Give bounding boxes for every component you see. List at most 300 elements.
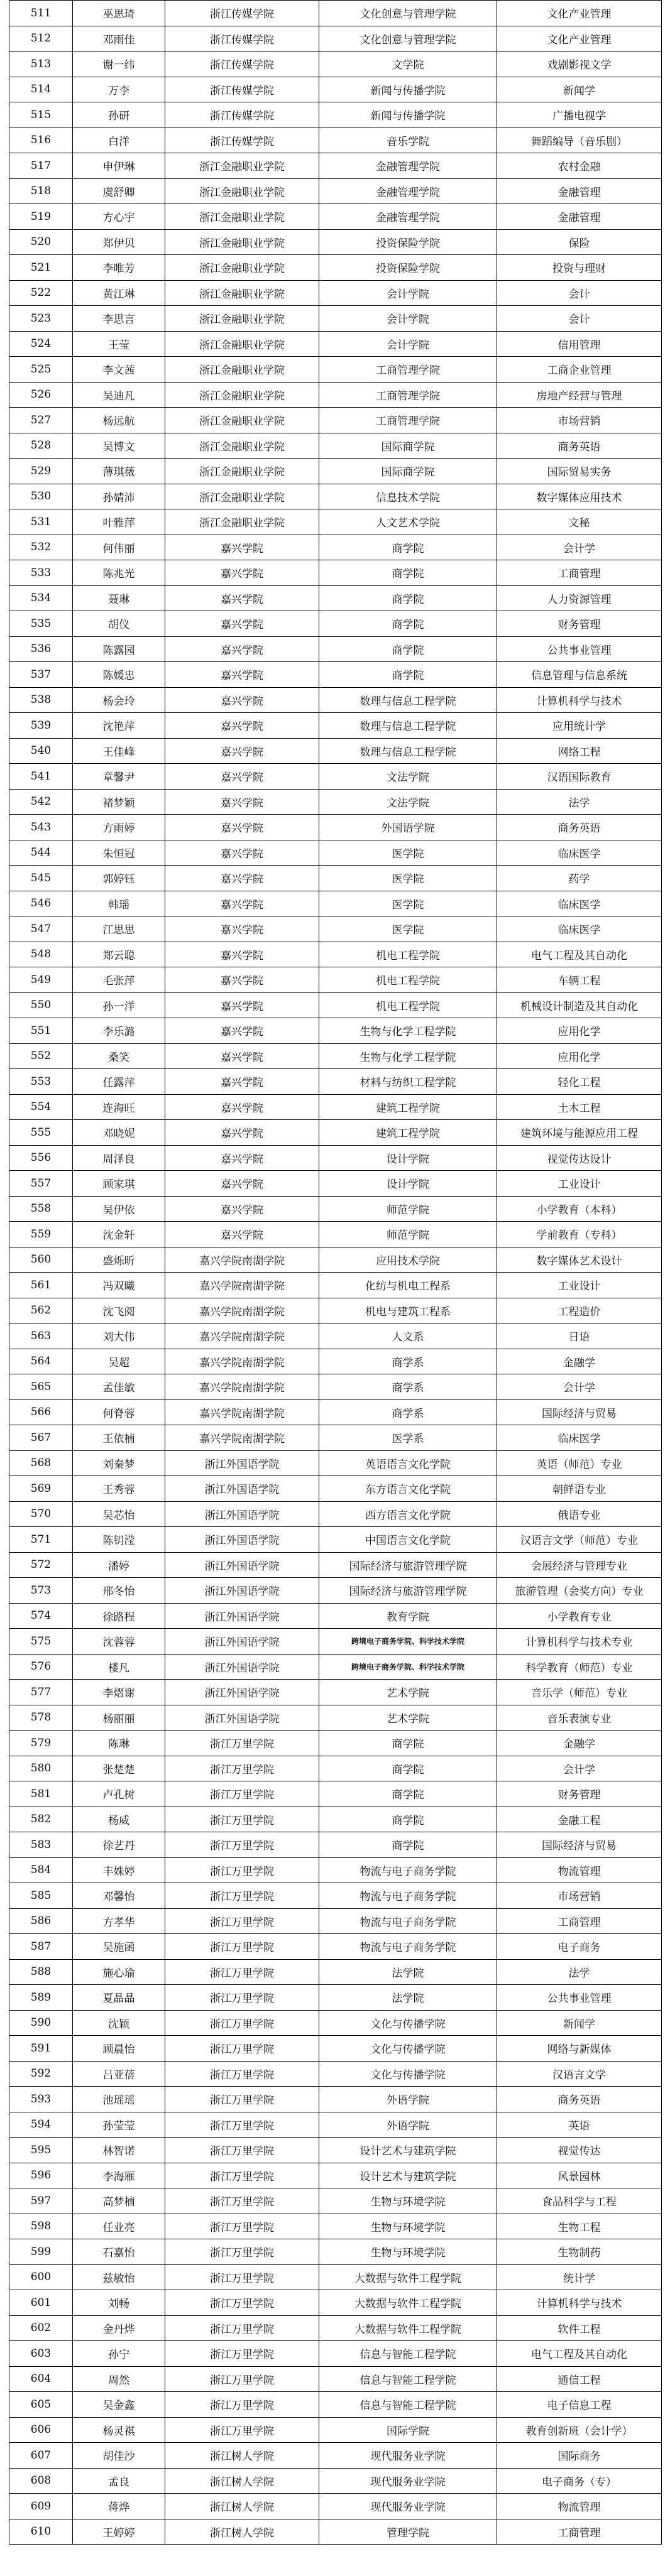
student-name-cell: 何伟丽 bbox=[73, 535, 165, 560]
row-number-cell: 515 bbox=[9, 102, 73, 128]
table-row bbox=[9, 891, 662, 916]
university-cell: 浙江金融职业学院 bbox=[165, 484, 319, 509]
major-cell: 会计学 bbox=[497, 1756, 662, 1781]
major-cell: 农村金融 bbox=[497, 153, 662, 179]
department-cell: 现代服务业学院 bbox=[319, 2468, 497, 2494]
row-number-cell: 520 bbox=[9, 229, 73, 255]
table-row bbox=[9, 2239, 662, 2265]
university-cell: 浙江树人学院 bbox=[165, 2468, 319, 2494]
university-cell: 浙江万里学院 bbox=[165, 1908, 319, 1934]
department-cell: 商学院 bbox=[319, 1832, 497, 1858]
university-cell: 嘉兴学院 bbox=[165, 560, 319, 586]
student-name-cell: 郭婷钰 bbox=[73, 866, 165, 891]
major-cell: 车辆工程 bbox=[497, 967, 662, 993]
major-cell: 数字媒体应用技术 bbox=[497, 484, 662, 509]
department-cell: 设计学院 bbox=[319, 1145, 497, 1171]
department-cell: 文化与传播学院 bbox=[319, 2010, 497, 2036]
department-cell: 管理学院 bbox=[319, 2519, 497, 2545]
department-cell: 商学院 bbox=[319, 636, 497, 662]
major-cell: 风景园林 bbox=[497, 2163, 662, 2188]
major-cell: 临床医学 bbox=[497, 916, 662, 942]
row-number-cell: 574 bbox=[9, 1603, 73, 1629]
university-cell: 嘉兴学院南湖学院 bbox=[165, 1374, 319, 1400]
department-cell: 文化创意与管理学院 bbox=[319, 26, 497, 52]
student-name-cell: 陈媛忠 bbox=[73, 662, 165, 688]
row-number-cell: 533 bbox=[9, 560, 73, 586]
major-cell: 视觉传达 bbox=[497, 2138, 662, 2163]
student-name-cell: 聂琳 bbox=[73, 585, 165, 611]
major-cell: 公共事业管理 bbox=[497, 636, 662, 662]
department-cell: 跨境电子商务学院、科学技术学院 bbox=[319, 1654, 497, 1680]
university-cell: 浙江传媒学院 bbox=[165, 102, 319, 128]
department-cell: 英语语言文化学院 bbox=[319, 1450, 497, 1476]
major-cell: 电气工程及其自动化 bbox=[497, 2341, 662, 2367]
university-cell: 浙江金融职业学院 bbox=[165, 382, 319, 408]
major-cell: 广播电视学 bbox=[497, 102, 662, 128]
row-number-cell: 541 bbox=[9, 764, 73, 790]
major-cell: 舞蹈编导（音乐剧） bbox=[497, 128, 662, 153]
major-cell: 音乐表演专业 bbox=[497, 1705, 662, 1731]
row-number-cell: 601 bbox=[9, 2290, 73, 2316]
university-cell: 浙江外国语学院 bbox=[165, 1476, 319, 1502]
row-number-cell: 529 bbox=[9, 459, 73, 484]
row-number-cell: 528 bbox=[9, 433, 73, 459]
department-cell: 工商管理学院 bbox=[319, 357, 497, 383]
table-row bbox=[9, 1629, 662, 1655]
row-number-cell: 549 bbox=[9, 967, 73, 993]
row-number-cell: 546 bbox=[9, 891, 73, 916]
table-row bbox=[9, 866, 662, 891]
major-cell: 汉语国际教育 bbox=[497, 764, 662, 790]
department-cell: 西方语言文化学院 bbox=[319, 1501, 497, 1527]
department-cell: 金融管理学院 bbox=[319, 204, 497, 230]
university-cell: 浙江传媒学院 bbox=[165, 128, 319, 153]
student-name-cell: 吴伊依 bbox=[73, 1196, 165, 1222]
table-row bbox=[9, 1680, 662, 1705]
student-name-cell: 吴超 bbox=[73, 1349, 165, 1374]
table-row bbox=[9, 484, 662, 509]
row-number-cell: 587 bbox=[9, 1934, 73, 1960]
student-name-cell: 邢冬怡 bbox=[73, 1578, 165, 1604]
row-number-cell: 561 bbox=[9, 1273, 73, 1298]
row-number-cell: 592 bbox=[9, 2061, 73, 2087]
student-name-cell: 楼凡 bbox=[73, 1654, 165, 1680]
student-name-cell: 胡佳沙 bbox=[73, 2443, 165, 2469]
student-name-cell: 陈钥滢 bbox=[73, 1527, 165, 1553]
major-cell: 通信工程 bbox=[497, 2366, 662, 2392]
student-name-cell: 李乐潞 bbox=[73, 1018, 165, 1044]
row-number-cell: 552 bbox=[9, 1043, 73, 1069]
department-cell: 商学院 bbox=[319, 1756, 497, 1781]
major-cell: 朝鲜语专业 bbox=[497, 1476, 662, 1502]
university-cell: 浙江金融职业学院 bbox=[165, 153, 319, 179]
row-number-cell: 596 bbox=[9, 2163, 73, 2188]
row-number-cell: 581 bbox=[9, 1781, 73, 1807]
student-name-cell: 陈兆光 bbox=[73, 560, 165, 586]
department-cell: 生物与化学工程学院 bbox=[319, 1043, 497, 1069]
major-cell: 计算机科学与技术专业 bbox=[497, 1629, 662, 1655]
department-cell: 跨境电子商务学院、科学技术学院 bbox=[319, 1629, 497, 1655]
major-cell: 食品科学与工程 bbox=[497, 2188, 662, 2214]
table-row bbox=[9, 764, 662, 790]
table-row bbox=[9, 992, 662, 1018]
university-cell: 嘉兴学院南湖学院 bbox=[165, 1273, 319, 1298]
university-cell: 嘉兴学院 bbox=[165, 687, 319, 713]
university-cell: 嘉兴学院南湖学院 bbox=[165, 1425, 319, 1451]
row-number-cell: 532 bbox=[9, 535, 73, 560]
student-name-cell: 金丹烨 bbox=[73, 2315, 165, 2341]
row-number-cell: 551 bbox=[9, 1018, 73, 1044]
department-cell: 商学院 bbox=[319, 535, 497, 560]
department-cell: 文法学院 bbox=[319, 789, 497, 815]
student-name-cell: 郑伊贝 bbox=[73, 229, 165, 255]
table-row bbox=[9, 1883, 662, 1909]
table-row bbox=[9, 738, 662, 764]
row-number-cell: 527 bbox=[9, 408, 73, 433]
university-cell: 浙江万里学院 bbox=[165, 2112, 319, 2138]
university-cell: 浙江外国语学院 bbox=[165, 1654, 319, 1680]
row-number-cell: 589 bbox=[9, 1985, 73, 2011]
university-cell: 嘉兴学院 bbox=[165, 789, 319, 815]
row-number-cell: 608 bbox=[9, 2468, 73, 2494]
table-row bbox=[9, 459, 662, 484]
university-cell: 浙江万里学院 bbox=[165, 1934, 319, 1960]
university-cell: 浙江万里学院 bbox=[165, 2010, 319, 2036]
major-cell: 临床医学 bbox=[497, 891, 662, 916]
student-name-cell: 孙研 bbox=[73, 102, 165, 128]
table-row bbox=[9, 2010, 662, 2036]
major-cell: 电子商务（专） bbox=[497, 2468, 662, 2494]
department-cell: 投资保险学院 bbox=[319, 229, 497, 255]
department-cell: 数理与信息工程学院 bbox=[319, 738, 497, 764]
row-number-cell: 602 bbox=[9, 2315, 73, 2341]
university-cell: 嘉兴学院 bbox=[165, 738, 319, 764]
major-cell: 网络与新媒体 bbox=[497, 2036, 662, 2062]
table-row bbox=[9, 331, 662, 357]
student-name-cell: 邓馨怡 bbox=[73, 1883, 165, 1909]
major-cell: 物流管理 bbox=[497, 2494, 662, 2519]
student-name-cell: 陈露园 bbox=[73, 636, 165, 662]
student-name-cell: 孙宁 bbox=[73, 2341, 165, 2367]
row-number-cell: 584 bbox=[9, 1857, 73, 1883]
student-name-cell: 潘婷 bbox=[73, 1552, 165, 1578]
student-name-cell: 李海雁 bbox=[73, 2163, 165, 2188]
university-cell: 浙江外国语学院 bbox=[165, 1680, 319, 1705]
row-number-cell: 591 bbox=[9, 2036, 73, 2062]
major-cell: 音乐学（师范）专业 bbox=[497, 1680, 662, 1705]
table-row bbox=[9, 1731, 662, 1756]
student-name-cell: 丰姝婷 bbox=[73, 1857, 165, 1883]
table-row bbox=[9, 2264, 662, 2290]
table-row bbox=[9, 2468, 662, 2494]
university-cell: 嘉兴学院南湖学院 bbox=[165, 1399, 319, 1425]
table-row bbox=[9, 2290, 662, 2316]
table-row bbox=[9, 535, 662, 560]
student-name-cell: 徐艺丹 bbox=[73, 1832, 165, 1858]
major-cell: 科学教育（师范）专业 bbox=[497, 1654, 662, 1680]
student-name-cell: 孙一洋 bbox=[73, 992, 165, 1018]
student-name-cell: 林智诺 bbox=[73, 2138, 165, 2163]
student-name-cell: 褚梦颖 bbox=[73, 789, 165, 815]
row-number-cell: 518 bbox=[9, 178, 73, 204]
row-number-cell: 569 bbox=[9, 1476, 73, 1502]
table-row bbox=[9, 52, 662, 77]
row-number-cell: 582 bbox=[9, 1807, 73, 1832]
major-cell: 工商企业管理 bbox=[497, 357, 662, 383]
row-number-cell: 550 bbox=[9, 992, 73, 1018]
university-cell: 浙江万里学院 bbox=[165, 2341, 319, 2367]
table-row bbox=[9, 204, 662, 230]
major-cell: 会计学 bbox=[497, 1374, 662, 1400]
major-cell: 电气工程及其自动化 bbox=[497, 942, 662, 967]
major-cell: 药学 bbox=[497, 866, 662, 891]
student-name-cell: 孙婧沛 bbox=[73, 484, 165, 509]
major-cell: 金融学 bbox=[497, 1731, 662, 1756]
student-name-cell: 申伊琳 bbox=[73, 153, 165, 179]
student-name-cell: 王依楠 bbox=[73, 1425, 165, 1451]
department-cell: 商学院 bbox=[319, 1731, 497, 1756]
table-row bbox=[9, 2188, 662, 2214]
department-cell: 国际商学院 bbox=[319, 433, 497, 459]
row-number-cell: 557 bbox=[9, 1171, 73, 1197]
table-row bbox=[9, 2519, 662, 2545]
student-name-cell: 杨灵祺 bbox=[73, 2417, 165, 2443]
department-cell: 机电与建筑工程系 bbox=[319, 1298, 497, 1323]
department-cell: 文学院 bbox=[319, 52, 497, 77]
student-name-cell: 杨会玲 bbox=[73, 687, 165, 713]
department-cell: 数理与信息工程学院 bbox=[319, 687, 497, 713]
table-row bbox=[9, 2443, 662, 2469]
table-row bbox=[9, 2392, 662, 2418]
table-row bbox=[9, 178, 662, 204]
student-name-cell: 池瑶瑶 bbox=[73, 2087, 165, 2112]
department-cell: 国际学院 bbox=[319, 2417, 497, 2443]
department-cell: 建筑工程学院 bbox=[319, 1094, 497, 1120]
student-name-cell: 王婷婷 bbox=[73, 2519, 165, 2545]
university-cell: 嘉兴学院 bbox=[165, 1069, 319, 1095]
row-number-cell: 519 bbox=[9, 204, 73, 230]
university-cell: 嘉兴学院南湖学院 bbox=[165, 1298, 319, 1323]
row-number-cell: 597 bbox=[9, 2188, 73, 2214]
student-name-cell: 朱恒冠 bbox=[73, 840, 165, 866]
university-cell: 浙江外国语学院 bbox=[165, 1450, 319, 1476]
major-cell: 工商管理 bbox=[497, 560, 662, 586]
student-name-cell: 黄江琳 bbox=[73, 280, 165, 306]
student-name-cell: 章馨尹 bbox=[73, 764, 165, 790]
department-cell: 商学院 bbox=[319, 1807, 497, 1832]
row-number-cell: 595 bbox=[9, 2138, 73, 2163]
university-cell: 浙江传媒学院 bbox=[165, 52, 319, 77]
department-cell: 医学院 bbox=[319, 866, 497, 891]
table-row bbox=[9, 433, 662, 459]
row-number-cell: 594 bbox=[9, 2112, 73, 2138]
major-cell: 俄语专业 bbox=[497, 1501, 662, 1527]
department-cell: 会计学院 bbox=[319, 280, 497, 306]
university-cell: 浙江外国语学院 bbox=[165, 1527, 319, 1553]
university-cell: 浙江万里学院 bbox=[165, 2417, 319, 2443]
university-cell: 嘉兴学院 bbox=[165, 636, 319, 662]
university-cell: 浙江万里学院 bbox=[165, 1857, 319, 1883]
table-row bbox=[9, 306, 662, 332]
table-row bbox=[9, 77, 662, 102]
table-row bbox=[9, 1832, 662, 1858]
major-cell: 学前教育（专科） bbox=[497, 1222, 662, 1247]
student-name-cell: 施心瑜 bbox=[73, 1959, 165, 1985]
table-row bbox=[9, 1171, 662, 1197]
department-cell: 商学院 bbox=[319, 560, 497, 586]
table-row bbox=[9, 128, 662, 153]
department-cell: 商学院 bbox=[319, 1781, 497, 1807]
university-cell: 浙江万里学院 bbox=[165, 2188, 319, 2214]
table-row bbox=[9, 2417, 662, 2443]
table-row bbox=[9, 1450, 662, 1476]
university-cell: 浙江万里学院 bbox=[165, 2366, 319, 2392]
table-row bbox=[9, 1934, 662, 1960]
university-cell: 嘉兴学院 bbox=[165, 713, 319, 739]
row-number-cell: 526 bbox=[9, 382, 73, 408]
university-cell: 浙江金融职业学院 bbox=[165, 459, 319, 484]
table-row bbox=[9, 1273, 662, 1298]
major-cell: 商务英语 bbox=[497, 815, 662, 840]
university-cell: 嘉兴学院 bbox=[165, 535, 319, 560]
table-row bbox=[9, 1069, 662, 1095]
table-row bbox=[9, 636, 662, 662]
department-cell: 商学院 bbox=[319, 611, 497, 637]
department-cell: 机电工程学院 bbox=[319, 992, 497, 1018]
department-cell: 物流与电子商务学院 bbox=[319, 1857, 497, 1883]
row-number-cell: 536 bbox=[9, 636, 73, 662]
major-cell: 财务管理 bbox=[497, 611, 662, 637]
university-cell: 嘉兴学院 bbox=[165, 967, 319, 993]
major-cell: 信息管理与信息系统 bbox=[497, 662, 662, 688]
table-row bbox=[9, 1807, 662, 1832]
department-cell: 信息技术学院 bbox=[319, 484, 497, 509]
table-row bbox=[9, 1959, 662, 1985]
student-name-cell: 王莹 bbox=[73, 331, 165, 357]
row-number-cell: 530 bbox=[9, 484, 73, 509]
department-cell: 金融管理学院 bbox=[319, 178, 497, 204]
student-name-cell: 吴迪凡 bbox=[73, 382, 165, 408]
row-number-cell: 568 bbox=[9, 1450, 73, 1476]
student-name-cell: 王佳峰 bbox=[73, 738, 165, 764]
department-cell: 文化创意与管理学院 bbox=[319, 1, 497, 26]
university-cell: 嘉兴学院 bbox=[165, 1120, 319, 1146]
row-number-cell: 559 bbox=[9, 1222, 73, 1247]
table-row bbox=[9, 1654, 662, 1680]
department-cell: 工商管理学院 bbox=[319, 408, 497, 433]
major-cell: 新闻学 bbox=[497, 2010, 662, 2036]
student-name-cell: 卢孔树 bbox=[73, 1781, 165, 1807]
department-cell: 生物与环境学院 bbox=[319, 2214, 497, 2239]
student-name-cell: 万李 bbox=[73, 77, 165, 102]
department-cell: 现代服务业学院 bbox=[319, 2494, 497, 2519]
department-cell: 教育学院 bbox=[319, 1603, 497, 1629]
university-cell: 浙江外国语学院 bbox=[165, 1603, 319, 1629]
department-cell: 大数据与软件工程学院 bbox=[319, 2264, 497, 2290]
table-row bbox=[9, 1120, 662, 1146]
major-cell: 戏剧影视文学 bbox=[497, 52, 662, 77]
major-cell: 视觉传达设计 bbox=[497, 1145, 662, 1171]
table-row bbox=[9, 1527, 662, 1553]
major-cell: 日语 bbox=[497, 1323, 662, 1349]
department-cell: 师范学院 bbox=[319, 1222, 497, 1247]
department-cell: 会计学院 bbox=[319, 331, 497, 357]
department-cell: 国际商学院 bbox=[319, 459, 497, 484]
table-row bbox=[9, 560, 662, 586]
university-cell: 浙江传媒学院 bbox=[165, 77, 319, 102]
major-cell: 人力资源管理 bbox=[497, 585, 662, 611]
department-cell: 大数据与软件工程学院 bbox=[319, 2315, 497, 2341]
university-cell: 浙江万里学院 bbox=[165, 2214, 319, 2239]
department-cell: 商学院 bbox=[319, 662, 497, 688]
university-cell: 浙江万里学院 bbox=[165, 2315, 319, 2341]
major-cell: 国际商务 bbox=[497, 2443, 662, 2469]
student-name-cell: 薄琪薇 bbox=[73, 459, 165, 484]
table-row bbox=[9, 1094, 662, 1120]
university-cell: 嘉兴学院 bbox=[165, 611, 319, 637]
university-cell: 浙江传媒学院 bbox=[165, 26, 319, 52]
student-name-cell: 蒋烨 bbox=[73, 2494, 165, 2519]
department-cell: 师范学院 bbox=[319, 1196, 497, 1222]
department-cell: 生物与环境学院 bbox=[319, 2188, 497, 2214]
department-cell: 信息与智能工程学院 bbox=[319, 2392, 497, 2418]
row-number-cell: 583 bbox=[9, 1832, 73, 1858]
major-cell: 软件工程 bbox=[497, 2315, 662, 2341]
row-number-cell: 578 bbox=[9, 1705, 73, 1731]
major-cell: 文化产业管理 bbox=[497, 1, 662, 26]
major-cell: 物流管理 bbox=[497, 1857, 662, 1883]
department-cell: 应用技术学院 bbox=[319, 1247, 497, 1273]
row-number-cell: 516 bbox=[9, 128, 73, 153]
table-row bbox=[9, 1908, 662, 1934]
student-name-cell: 何脊蓉 bbox=[73, 1399, 165, 1425]
table-row bbox=[9, 2138, 662, 2163]
table-row bbox=[9, 1043, 662, 1069]
table-row bbox=[9, 102, 662, 128]
major-cell: 会计 bbox=[497, 280, 662, 306]
department-cell: 艺术学院 bbox=[319, 1705, 497, 1731]
student-name-cell: 任业亮 bbox=[73, 2214, 165, 2239]
row-number-cell: 540 bbox=[9, 738, 73, 764]
department-cell: 文化与传播学院 bbox=[319, 2036, 497, 2062]
student-name-cell: 顾晨怡 bbox=[73, 2036, 165, 2062]
row-number-cell: 524 bbox=[9, 331, 73, 357]
major-cell: 房地产经营与管理 bbox=[497, 382, 662, 408]
table-row bbox=[9, 1425, 662, 1451]
student-name-cell: 顾家琪 bbox=[73, 1171, 165, 1197]
student-name-cell: 李思言 bbox=[73, 306, 165, 332]
major-cell: 应用化学 bbox=[497, 1018, 662, 1044]
student-name-cell: 孟佳敏 bbox=[73, 1374, 165, 1400]
university-cell: 浙江金融职业学院 bbox=[165, 306, 319, 332]
university-cell: 嘉兴学院南湖学院 bbox=[165, 1323, 319, 1349]
department-cell: 信息与智能工程学院 bbox=[319, 2366, 497, 2392]
department-cell: 材料与纺织工程学院 bbox=[319, 1069, 497, 1095]
table-row bbox=[9, 2036, 662, 2062]
table-row bbox=[9, 1985, 662, 2011]
row-number-cell: 545 bbox=[9, 866, 73, 891]
major-cell: 工程造价 bbox=[497, 1298, 662, 1323]
table-row bbox=[9, 1222, 662, 1247]
student-name-cell: 李熠谢 bbox=[73, 1680, 165, 1705]
university-cell: 浙江外国语学院 bbox=[165, 1629, 319, 1655]
table-row bbox=[9, 1298, 662, 1323]
major-cell: 计算机科学与技术 bbox=[497, 2290, 662, 2316]
department-cell: 工商管理学院 bbox=[319, 382, 497, 408]
student-name-cell: 王秀蓉 bbox=[73, 1476, 165, 1502]
table-row bbox=[9, 357, 662, 383]
major-cell: 数字媒体艺术设计 bbox=[497, 1247, 662, 1273]
